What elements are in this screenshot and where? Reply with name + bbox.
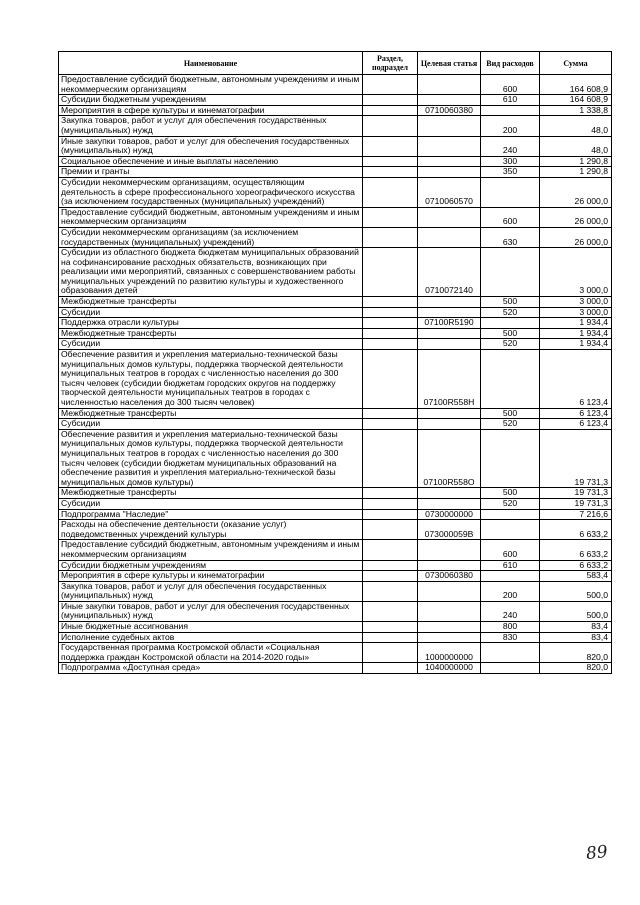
- cell-sum: 820,0: [540, 663, 612, 674]
- cell-section: [363, 339, 418, 350]
- table-row: [59, 520, 612, 540]
- cell-code: 1040000000: [418, 663, 481, 674]
- cell-sum: 48,0: [540, 116, 612, 136]
- cell-section: [363, 509, 418, 520]
- cell-kind: 200: [481, 116, 540, 136]
- table-row: [59, 498, 612, 509]
- cell-code: [418, 75, 481, 95]
- table-row: [59, 408, 612, 419]
- cell-code: [418, 95, 481, 106]
- cell-sum: 3 000,0: [540, 297, 612, 308]
- cell-section: [363, 116, 418, 136]
- cell-kind: 600: [481, 207, 540, 227]
- cell-sum: 1 934,4: [540, 339, 612, 350]
- table-row: [59, 75, 612, 95]
- table-body: [59, 75, 612, 674]
- cell-name: Субсидии некоммерческим организациям, осуществляющим деятельность в сфере профессионального хореографического искусства (за исключением государственных (муниципальных) учреждений): [59, 177, 363, 207]
- cell-kind: [481, 509, 540, 520]
- cell-section: [363, 560, 418, 571]
- cell-section: [363, 350, 418, 409]
- cell-code: 0730000000: [418, 509, 481, 520]
- cell-code: 07100R558Н: [418, 350, 481, 409]
- table-row: [59, 339, 612, 350]
- cell-sum: 1 290,8: [540, 156, 612, 167]
- cell-name: Субсидии бюджетным учреждениям: [59, 95, 363, 106]
- header-name: Наименование: [59, 52, 363, 75]
- table-row: [59, 509, 612, 520]
- cell-section: [363, 429, 418, 488]
- table-row: [59, 248, 612, 297]
- table-row: [59, 350, 612, 409]
- cell-name: Иные закупки товаров, работ и услуг для обеспечения государственных (муниципальных) нужд: [59, 601, 363, 621]
- cell-sum: 6 123,4: [540, 419, 612, 430]
- cell-sum: 164 608,9: [540, 95, 612, 106]
- cell-section: [363, 156, 418, 167]
- cell-kind: 630: [481, 227, 540, 247]
- table-row: [59, 136, 612, 156]
- cell-kind: 520: [481, 339, 540, 350]
- table-row: [59, 207, 612, 227]
- cell-code: [418, 601, 481, 621]
- table-row: [59, 581, 612, 601]
- cell-code: [418, 227, 481, 247]
- budget-table-sheet: [58, 51, 611, 674]
- cell-sum: 3 000,0: [540, 307, 612, 318]
- cell-name: Субсидии: [59, 498, 363, 509]
- cell-name: Субсидии некоммерческим организациям (за исключением государственных (муниципальных) учреждений): [59, 227, 363, 247]
- cell-kind: [481, 105, 540, 116]
- cell-section: [363, 408, 418, 419]
- cell-kind: 200: [481, 581, 540, 601]
- header-code: Целевая статья: [418, 52, 481, 75]
- cell-kind: 830: [481, 632, 540, 643]
- cell-sum: 19 731,3: [540, 498, 612, 509]
- cell-kind: 350: [481, 167, 540, 178]
- cell-kind: [481, 643, 540, 663]
- cell-name: Закупка товаров, работ и услуг для обеспечения государственных (муниципальных) нужд: [59, 581, 363, 601]
- table-row: [59, 419, 612, 430]
- cell-kind: 240: [481, 601, 540, 621]
- cell-code: [418, 419, 481, 430]
- cell-section: [363, 643, 418, 663]
- cell-name: Межбюджетные трансферты: [59, 328, 363, 339]
- cell-name: Субсидии из областного бюджета бюджетам муниципальных образований на софинансирование расходных обязательств, возникающих при реализации ими мероприятий, связанных с совершенствованием работы муниципальных учреждений по развитию культуры и художественного образования детей: [59, 248, 363, 297]
- cell-section: [363, 95, 418, 106]
- budget-table: [58, 51, 612, 674]
- table-row: [59, 632, 612, 643]
- cell-code: [418, 167, 481, 178]
- table-row: [59, 540, 612, 560]
- cell-sum: 6 633,2: [540, 540, 612, 560]
- cell-kind: [481, 663, 540, 674]
- cell-code: 1000000000: [418, 643, 481, 663]
- cell-sum: 19 731,3: [540, 488, 612, 499]
- cell-sum: 6 633,2: [540, 520, 612, 540]
- cell-sum: 500,0: [540, 601, 612, 621]
- cell-sum: 6 123,4: [540, 350, 612, 409]
- cell-kind: 610: [481, 95, 540, 106]
- cell-kind: 600: [481, 540, 540, 560]
- cell-kind: 800: [481, 622, 540, 633]
- cell-name: Обеспечение развития и укрепления материально-технической базы муниципальных домов культуры, поддержка творческой деятельности муниципальных театров в городах с численностью населения до 300 тысяч человек (субсидии бюджетам муниципальных образований на обеспечение развития и укрепления материально-технической базы муниципальных домов культуры): [59, 429, 363, 488]
- cell-kind: 600: [481, 75, 540, 95]
- cell-code: [418, 136, 481, 156]
- header-section: Раздел, подраздел: [363, 52, 418, 75]
- cell-section: [363, 488, 418, 499]
- cell-code: 0710072140: [418, 248, 481, 297]
- cell-kind: 500: [481, 408, 540, 419]
- cell-section: [363, 318, 418, 329]
- cell-code: [418, 581, 481, 601]
- cell-code: [418, 560, 481, 571]
- cell-name: Мероприятия в сфере культуры и кинематографии: [59, 571, 363, 582]
- cell-code: [418, 408, 481, 419]
- cell-code: [418, 498, 481, 509]
- cell-name: Субсидии: [59, 307, 363, 318]
- cell-name: Межбюджетные трансферты: [59, 297, 363, 308]
- cell-name: Социальное обеспечение и иные выплаты населению: [59, 156, 363, 167]
- cell-kind: 500: [481, 328, 540, 339]
- handwritten-page-number: 89: [585, 841, 609, 865]
- cell-kind: 300: [481, 156, 540, 167]
- cell-section: [363, 663, 418, 674]
- cell-name: Расходы на обеспечение деятельности (оказание услуг) подведомственных учреждений культуры: [59, 520, 363, 540]
- table-row: [59, 95, 612, 106]
- header-kind: Вид расходов: [481, 52, 540, 75]
- cell-name: Межбюджетные трансферты: [59, 488, 363, 499]
- table-row: [59, 116, 612, 136]
- cell-section: [363, 136, 418, 156]
- cell-name: Обеспечение развития и укрепления материально-технической базы муниципальных домов культуры, поддержка творческой деятельности муниципальных театров в городах с численностью населения до 300 тысяч человек (субсидии бюджетам городских округов на поддержку творческой деятельности муниципальных театров в городах с численностью населения до 300 тысяч человек): [59, 350, 363, 409]
- cell-code: [418, 488, 481, 499]
- cell-code: [418, 307, 481, 318]
- cell-section: [363, 581, 418, 601]
- cell-sum: 3 000,0: [540, 248, 612, 297]
- table-row: [59, 177, 612, 207]
- cell-code: 073000059В: [418, 520, 481, 540]
- cell-sum: 6 633,2: [540, 560, 612, 571]
- table-row: [59, 167, 612, 178]
- cell-name: Закупка товаров, работ и услуг для обеспечения государственных (муниципальных) нужд: [59, 116, 363, 136]
- cell-name: Подпрограмма «Доступная среда»: [59, 663, 363, 674]
- table-row: [59, 560, 612, 571]
- cell-section: [363, 105, 418, 116]
- cell-sum: 1 934,4: [540, 328, 612, 339]
- table-row: [59, 227, 612, 247]
- table-row: [59, 663, 612, 674]
- cell-sum: 26 000,0: [540, 207, 612, 227]
- cell-section: [363, 520, 418, 540]
- cell-sum: 26 000,0: [540, 177, 612, 207]
- cell-sum: 83,4: [540, 622, 612, 633]
- cell-sum: 19 731,3: [540, 429, 612, 488]
- cell-section: [363, 328, 418, 339]
- cell-section: [363, 601, 418, 621]
- cell-name: Иные закупки товаров, работ и услуг для обеспечения государственных (муниципальных) нужд: [59, 136, 363, 156]
- cell-kind: 500: [481, 297, 540, 308]
- cell-code: [418, 339, 481, 350]
- cell-name: Субсидии: [59, 339, 363, 350]
- cell-section: [363, 177, 418, 207]
- cell-sum: 820,0: [540, 643, 612, 663]
- cell-kind: [481, 571, 540, 582]
- cell-code: [418, 622, 481, 633]
- cell-sum: 583,4: [540, 571, 612, 582]
- cell-kind: 520: [481, 307, 540, 318]
- table-row: [59, 601, 612, 621]
- cell-sum: 83,4: [540, 632, 612, 643]
- cell-section: [363, 307, 418, 318]
- cell-kind: [481, 350, 540, 409]
- cell-sum: 48,0: [540, 136, 612, 156]
- cell-code: [418, 156, 481, 167]
- cell-kind: [481, 248, 540, 297]
- cell-sum: 6 123,4: [540, 408, 612, 419]
- cell-kind: 520: [481, 498, 540, 509]
- table-row: [59, 429, 612, 488]
- cell-code: 0730060380: [418, 571, 481, 582]
- cell-kind: 500: [481, 488, 540, 499]
- cell-sum: 26 000,0: [540, 227, 612, 247]
- table-row: [59, 156, 612, 167]
- cell-section: [363, 297, 418, 308]
- table-header-row: [59, 52, 612, 75]
- cell-sum: 1 290,8: [540, 167, 612, 178]
- cell-code: 07100R558О: [418, 429, 481, 488]
- cell-kind: 610: [481, 560, 540, 571]
- cell-section: [363, 207, 418, 227]
- cell-name: Подпрограмма "Наследие": [59, 509, 363, 520]
- header-sum: Сумма: [540, 52, 612, 75]
- cell-name: Поддержка отрасли культуры: [59, 318, 363, 329]
- cell-code: [418, 632, 481, 643]
- cell-code: [418, 540, 481, 560]
- cell-name: Предоставление субсидий бюджетным, автономным учреждениям и иным некоммерческим организациям: [59, 207, 363, 227]
- cell-name: Исполнение судебных актов: [59, 632, 363, 643]
- cell-code: [418, 207, 481, 227]
- table-row: [59, 105, 612, 116]
- table-row: [59, 571, 612, 582]
- cell-kind: [481, 429, 540, 488]
- cell-kind: [481, 318, 540, 329]
- cell-sum: 1 934,4: [540, 318, 612, 329]
- cell-name: Межбюджетные трансферты: [59, 408, 363, 419]
- cell-section: [363, 632, 418, 643]
- cell-name: Иные бюджетные ассигнования: [59, 622, 363, 633]
- cell-name: Предоставление субсидий бюджетным, автономным учреждениям и иным некоммерческим организациям: [59, 75, 363, 95]
- cell-code: 0710060380: [418, 105, 481, 116]
- table-row: [59, 318, 612, 329]
- cell-name: Субсидии: [59, 419, 363, 430]
- cell-section: [363, 75, 418, 95]
- cell-code: [418, 116, 481, 136]
- cell-name: Предоставление субсидий бюджетным, автономным учреждениям и иным некоммерческим организациям: [59, 540, 363, 560]
- cell-section: [363, 498, 418, 509]
- table-row: [59, 307, 612, 318]
- cell-section: [363, 540, 418, 560]
- cell-kind: 520: [481, 419, 540, 430]
- cell-sum: 7 216,6: [540, 509, 612, 520]
- cell-kind: 240: [481, 136, 540, 156]
- cell-section: [363, 419, 418, 430]
- cell-sum: 164 608,9: [540, 75, 612, 95]
- cell-section: [363, 248, 418, 297]
- table-row: [59, 622, 612, 633]
- cell-code: 0710060570: [418, 177, 481, 207]
- cell-sum: 500,0: [540, 581, 612, 601]
- cell-name: Государственная программа Костромской области «Социальная поддержка граждан Костромской области на 2014-2020 годы»: [59, 643, 363, 663]
- cell-section: [363, 622, 418, 633]
- cell-code: [418, 328, 481, 339]
- cell-section: [363, 571, 418, 582]
- cell-kind: [481, 520, 540, 540]
- table-row: [59, 328, 612, 339]
- cell-section: [363, 227, 418, 247]
- cell-sum: 1 338,8: [540, 105, 612, 116]
- cell-code: 07100R5190: [418, 318, 481, 329]
- table-row: [59, 643, 612, 663]
- cell-name: Мероприятия в сфере культуры и кинематографии: [59, 105, 363, 116]
- cell-name: Субсидии бюджетным учреждениям: [59, 560, 363, 571]
- cell-section: [363, 167, 418, 178]
- cell-name: Премии и гранты: [59, 167, 363, 178]
- cell-code: [418, 297, 481, 308]
- table-row: [59, 297, 612, 308]
- cell-kind: [481, 177, 540, 207]
- table-row: [59, 488, 612, 499]
